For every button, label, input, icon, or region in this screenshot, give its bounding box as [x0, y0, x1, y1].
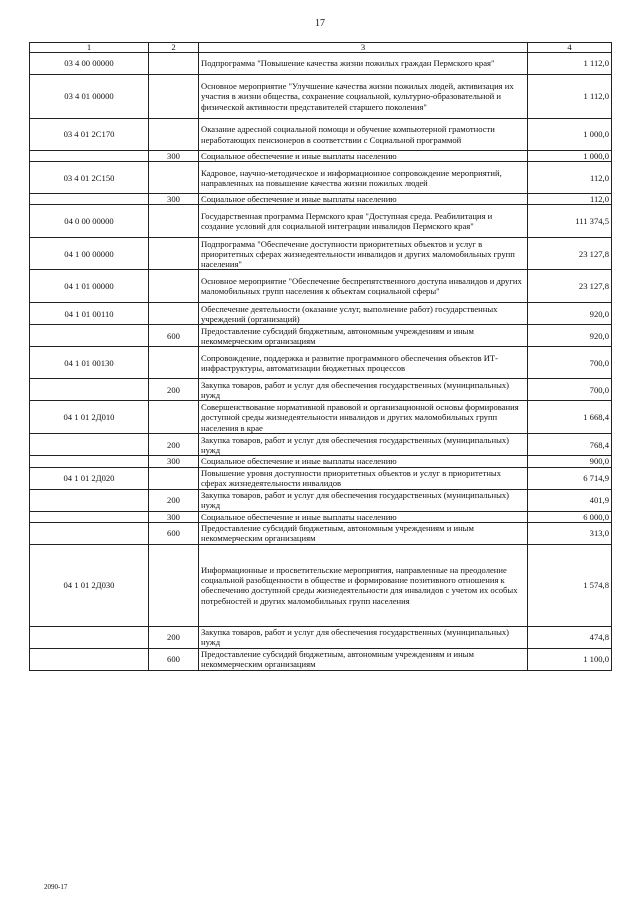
amount-cell: 768,4 [528, 434, 612, 456]
target-code-cell [30, 151, 149, 162]
target-code-cell: 04 1 01 2Д020 [30, 467, 149, 489]
item-name-cell: Основное мероприятие "Улучшение качества жизни пожилых людей, активизация их участия в жизни общества, сохранение социальной, культурно-образовательной и физической активности представителей старшего поколения" [199, 75, 528, 119]
expense-type-cell: 200 [149, 626, 199, 648]
amount-cell: 313,0 [528, 522, 612, 544]
target-code-cell [30, 648, 149, 670]
amount-cell: 1 100,0 [528, 648, 612, 670]
table-row [30, 626, 612, 648]
target-code-cell [30, 379, 149, 401]
page-number: 17 [315, 18, 325, 29]
table-row [30, 522, 612, 544]
amount-cell: 111 374,5 [528, 205, 612, 238]
item-name-cell: Совершенствование нормативной правовой и организационной основы формирования доступной среды жизнедеятельности инвалидов и других маломобильных групп населения в крае [199, 401, 528, 434]
table-row [30, 205, 612, 238]
item-name-cell: Социальное обеспечение и иные выплаты населению [199, 511, 528, 522]
amount-cell: 6 000,0 [528, 511, 612, 522]
table-row [30, 489, 612, 511]
expense-type-cell [149, 303, 199, 325]
expense-type-cell [149, 270, 199, 303]
target-code-cell [30, 325, 149, 347]
amount-cell: 920,0 [528, 325, 612, 347]
expense-type-cell: 200 [149, 379, 199, 401]
target-code-cell [30, 626, 149, 648]
expense-type-cell: 600 [149, 648, 199, 670]
document-code: 2090-17 [44, 883, 68, 891]
table-row [30, 347, 612, 379]
target-code-cell [30, 194, 149, 205]
amount-cell: 700,0 [528, 379, 612, 401]
table-row [30, 511, 612, 522]
item-name-cell: Предоставление субсидий бюджетным, автономным учреждениям и иным некоммерческим организациям [199, 648, 528, 670]
expense-type-cell: 300 [149, 194, 199, 205]
table-row [30, 303, 612, 325]
target-code-cell: 04 1 01 00000 [30, 270, 149, 303]
item-name-cell: Повышение уровня доступности приоритетных объектов и услуг в приоритетных сферах жизнедеятельности инвалидов [199, 467, 528, 489]
target-code-cell: 03 4 01 2С150 [30, 162, 149, 194]
amount-cell: 474,8 [528, 626, 612, 648]
table-row [30, 75, 612, 119]
expense-type-cell [149, 53, 199, 75]
item-name-cell: Закупка товаров, работ и услуг для обеспечения государственных (муниципальных) нужд [199, 489, 528, 511]
expense-type-cell: 300 [149, 511, 199, 522]
amount-cell: 6 714,9 [528, 467, 612, 489]
expense-type-cell [149, 467, 199, 489]
amount-cell: 1 112,0 [528, 53, 612, 75]
amount-cell: 23 127,8 [528, 238, 612, 270]
table-row [30, 151, 612, 162]
table-row [30, 53, 612, 75]
amount-cell: 401,9 [528, 489, 612, 511]
column-header-2: 2 [149, 43, 199, 53]
target-code-cell: 04 1 01 2Д030 [30, 544, 149, 626]
column-header-3: 3 [199, 43, 528, 53]
expense-type-cell: 600 [149, 325, 199, 347]
expense-type-cell [149, 544, 199, 626]
table-row [30, 456, 612, 467]
budget-table [29, 42, 612, 671]
table-row [30, 238, 612, 270]
amount-cell: 1 574,8 [528, 544, 612, 626]
amount-cell: 112,0 [528, 194, 612, 205]
table-row [30, 119, 612, 151]
target-code-cell: 04 1 01 00110 [30, 303, 149, 325]
item-name-cell: Социальное обеспечение и иные выплаты населению [199, 456, 528, 467]
expense-type-cell [149, 75, 199, 119]
item-name-cell: Подпрограмма "Обеспечение доступности приоритетных объектов и услуг в приоритетных сферах жизнедеятельности инвалидов и других маломобильных групп населения" [199, 238, 528, 270]
item-name-cell: Подпрограмма "Повышение качества жизни пожилых граждан Пермского края" [199, 53, 528, 75]
amount-cell: 900,0 [528, 456, 612, 467]
expense-type-cell [149, 162, 199, 194]
target-code-cell: 03 4 01 2С170 [30, 119, 149, 151]
amount-cell: 1 668,4 [528, 401, 612, 434]
amount-cell: 920,0 [528, 303, 612, 325]
table-row [30, 270, 612, 303]
item-name-cell: Социальное обеспечение и иные выплаты населению [199, 194, 528, 205]
item-name-cell: Государственная программа Пермского края "Доступная среда. Реабилитация и создание условий для социальной интеграции инвалидов Пермского края" [199, 205, 528, 238]
item-name-cell: Обеспечение деятельности (оказание услуг, выполнение работ) государственных учреждений (организаций) [199, 303, 528, 325]
expense-type-cell: 200 [149, 489, 199, 511]
item-name-cell: Социальное обеспечение и иные выплаты населению [199, 151, 528, 162]
item-name-cell: Предоставление субсидий бюджетным, автономным учреждениям и иным некоммерческим организациям [199, 325, 528, 347]
target-code-cell: 03 4 01 00000 [30, 75, 149, 119]
item-name-cell: Оказание адресной социальной помощи и обучение компьютерной грамотности неработающих пенсионеров в соответствии с Социальной программой [199, 119, 528, 151]
expense-type-cell [149, 238, 199, 270]
target-code-cell [30, 434, 149, 456]
table-row [30, 379, 612, 401]
expense-type-cell [149, 119, 199, 151]
expense-type-cell [149, 347, 199, 379]
target-code-cell [30, 489, 149, 511]
item-name-cell: Предоставление субсидий бюджетным, автономным учреждениям и иным некоммерческим организациям [199, 522, 528, 544]
amount-cell: 112,0 [528, 162, 612, 194]
amount-cell: 1 000,0 [528, 151, 612, 162]
table-row [30, 544, 612, 626]
table-row [30, 401, 612, 434]
expense-type-cell [149, 205, 199, 238]
target-code-cell: 03 4 00 00000 [30, 53, 149, 75]
expense-type-cell: 600 [149, 522, 199, 544]
item-name-cell: Закупка товаров, работ и услуг для обеспечения государственных (муниципальных) нужд [199, 379, 528, 401]
table-row [30, 325, 612, 347]
header-row [30, 43, 612, 53]
item-name-cell: Основное мероприятие "Обеспечение беспрепятственного доступа инвалидов и других маломобильных групп населения к объектам социальной сферы" [199, 270, 528, 303]
expense-type-cell: 200 [149, 434, 199, 456]
target-code-cell [30, 456, 149, 467]
amount-cell: 23 127,8 [528, 270, 612, 303]
item-name-cell: Кадровое, научно-методическое и информационное сопровождение мероприятий, направленных на повышение качества жизни пожилых людей [199, 162, 528, 194]
amount-cell: 1 000,0 [528, 119, 612, 151]
target-code-cell: 04 1 01 00130 [30, 347, 149, 379]
item-name-cell: Закупка товаров, работ и услуг для обеспечения государственных (муниципальных) нужд [199, 626, 528, 648]
item-name-cell: Сопровождение, поддержка и развитие программного обеспечения объектов ИТ-инфраструктуры, автоматизации бюджетных процессов [199, 347, 528, 379]
target-code-cell: 04 1 01 2Д010 [30, 401, 149, 434]
target-code-cell [30, 522, 149, 544]
target-code-cell: 04 1 00 00000 [30, 238, 149, 270]
table-row [30, 434, 612, 456]
item-name-cell: Информационные и просветительские мероприятия, направленные на преодоление социальной разобщенности в обществе и формирование позитивного отношения к обеспечению доступной среды жизнедеятельности для инвалидов с учетом их особых потребностей и других маломобильных групп населения [199, 544, 528, 626]
column-header-1: 1 [30, 43, 149, 53]
target-code-cell: 04 0 00 00000 [30, 205, 149, 238]
expense-type-cell: 300 [149, 456, 199, 467]
amount-cell: 1 112,0 [528, 75, 612, 119]
table-row [30, 467, 612, 489]
expense-type-cell: 300 [149, 151, 199, 162]
table-row [30, 194, 612, 205]
item-name-cell: Закупка товаров, работ и услуг для обеспечения государственных (муниципальных) нужд [199, 434, 528, 456]
amount-cell: 700,0 [528, 347, 612, 379]
target-code-cell [30, 511, 149, 522]
table-row [30, 648, 612, 670]
table-row [30, 162, 612, 194]
column-header-4: 4 [528, 43, 612, 53]
expense-type-cell [149, 401, 199, 434]
